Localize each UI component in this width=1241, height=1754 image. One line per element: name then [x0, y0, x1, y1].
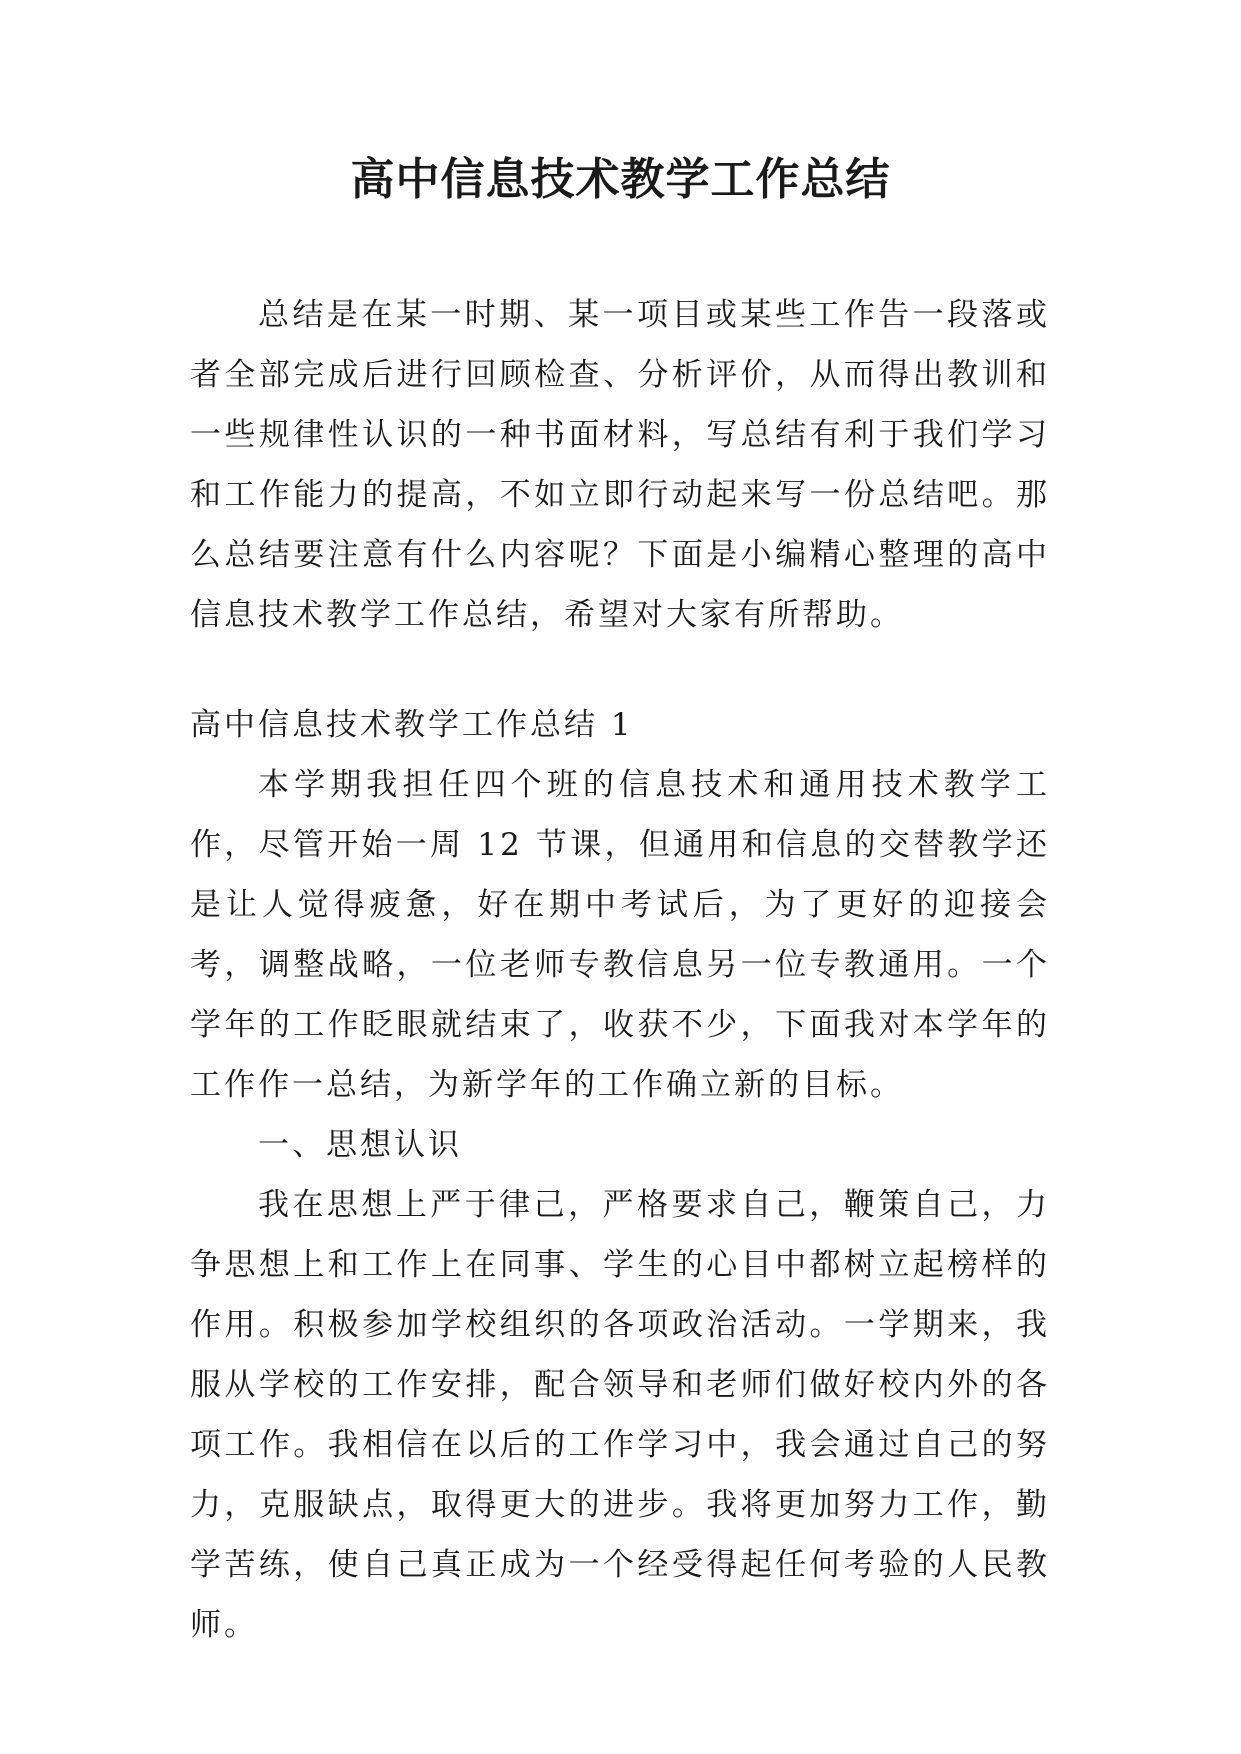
- section-title: 高中信息技术教学工作总结 1: [190, 707, 634, 743]
- body-paragraph-1: 本学期我担任四个班的信息技术和通用技术教学工作，尽管开始一周 12 节课，但通用和信息的交替教学还是让人觉得疲惫，好在期中考试后，为了更好的迎接会考，调整战略，一位老师专教信息另一位专教通用。一个学年的工作眨眼就结束了，收获不少，下面我对本学年的工作作一总结，为新学年的工作确立新的目标。: [190, 767, 1050, 1103]
- intro-paragraph: 总结是在某一时期、某一项目或某些工作告一段落或者全部完成后进行回顾检查、分析评价，从而得出教训和一些规律性认识的一种书面材料，写总结有利于我们学习和工作能力的提高，不如立即行动起来写一份总结吧。那么总结要注意有什么内容呢？下面是小编精心整理的高中信息技术教学工作总结，希望对大家有所帮助。: [190, 297, 1050, 633]
- subheading-thinking: 一、思想认识: [258, 1127, 462, 1163]
- document-title: 高中信息技术教学工作总结: [350, 154, 891, 205]
- body-paragraph-2: 我在思想上严于律己，严格要求自己，鞭策自己，力争思想上和工作上在同事、学生的心目中都树立起榜样的作用。积极参加学校组织的各项政治活动。一学期来，我服从学校的工作安排，配合领导和老师们做好校内外的各项工作。我相信在以后的工作学习中，我会通过自己的努力，克服缺点，取得更大的进步。我将更加努力工作，勤学苦练，使自己真正成为一个经受得起任何考验的人民教师。: [190, 1187, 1050, 1643]
